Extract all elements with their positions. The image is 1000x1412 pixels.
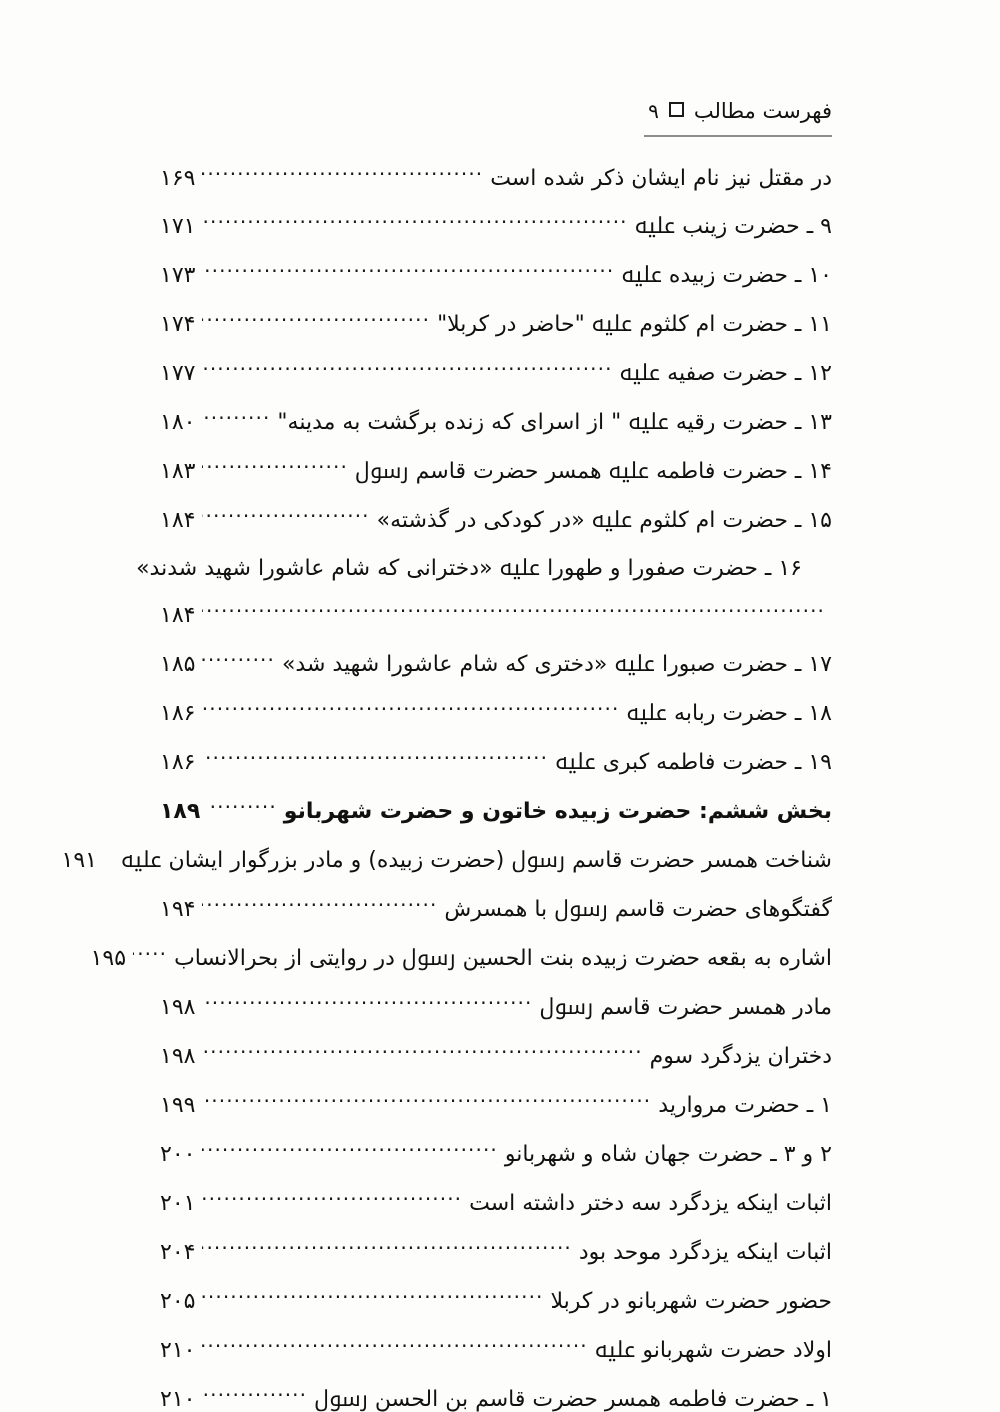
toc-entry-label: اثبات اینکه یزدگرد سه دختر داشته است	[469, 1190, 832, 1216]
toc-entry-label: اثبات اینکه یزدگرد موحد بود	[578, 1239, 832, 1265]
toc-entry[interactable]	[160, 358, 832, 388]
toc-dot-leader	[202, 1188, 462, 1210]
toc-dot-leader	[104, 845, 114, 867]
toc-entry[interactable]	[160, 698, 832, 728]
toc-entry[interactable]	[160, 407, 832, 437]
toc-entry[interactable]	[160, 163, 832, 193]
toc-entry[interactable]	[160, 894, 832, 924]
toc-entry[interactable]	[160, 796, 832, 826]
toc-entry-page-number: ۱۸۰	[160, 410, 196, 436]
toc-entry-page-number: ۱۹۹	[160, 1092, 196, 1118]
toc-entry-page-number: ۱۸۹	[160, 799, 201, 825]
toc-entry-label: ۱۷ ـ حضرت صبورا ﷷ «دختری که شام عاشورا شهید شد»	[281, 652, 832, 678]
toc-dot-leader	[202, 747, 548, 769]
toc-entry[interactable]	[160, 1090, 832, 1120]
toc-entry-label: اشاره به بقعه حضرت زبیده بنت الحسین ﷶ در روایتی از بحرالانساب	[174, 946, 832, 971]
toc-entry-page-number: ۲۰۵	[160, 1288, 196, 1314]
square-bullet-icon	[669, 102, 684, 117]
toc-dot-leader	[202, 1139, 497, 1161]
toc-entry-page-number: ۱۸۵	[160, 652, 196, 678]
toc-entry-label: ۹ ـ حضرت زینب ﷷ	[634, 214, 832, 240]
toc-dot-leader	[202, 358, 612, 380]
toc-entry-label: ۱۱ ـ حضرت ام کلثوم ﷷ "حاضر در کربلا"	[437, 312, 832, 338]
toc-entry-label: ۱۸ ـ حضرت ربابه ﷷ	[626, 701, 832, 727]
toc-entry-label: ۱ ـ حضرت فاطمه همسر حضرت قاسم بن الحسن ﷶ	[314, 1386, 832, 1412]
toc-entry-page-number: ۱۷۳	[160, 263, 196, 289]
toc-dot-leader	[202, 309, 430, 331]
toc-dot-leader	[202, 163, 483, 185]
toc-entry-label: ۱۹ ـ حضرت فاطمه کبری ﷷ	[555, 750, 832, 776]
toc-dot-leader	[202, 894, 437, 916]
toc-entry-page-number: ۲۰۰	[160, 1141, 196, 1167]
toc-dot-leader	[202, 260, 614, 282]
page-content	[61, 96, 832, 1412]
toc-entry-page-number: ۱۷۱	[160, 214, 196, 240]
toc-entry-page-number: ۱۷۴	[160, 312, 196, 338]
toc-entry-page-number: ۱۸۶	[160, 701, 196, 727]
toc-entry-label: اولاد حضرت شهربانو ﷷ	[594, 1337, 832, 1363]
toc-entry[interactable]	[160, 1286, 832, 1316]
toc-dot-leader	[202, 211, 627, 233]
toc-entry-label: ۱ ـ حضرت مروارید	[658, 1092, 832, 1118]
toc-entry[interactable]	[160, 1139, 832, 1169]
toc-dot-leader	[202, 1090, 651, 1112]
toc-entry-label: مادر همسر حضرت قاسم ﷶ	[539, 994, 832, 1020]
toc-entry[interactable]	[160, 456, 832, 486]
toc-entry-page-number: ۱۶۹	[160, 165, 196, 191]
toc-entry[interactable]	[61, 845, 832, 875]
table-of-contents	[61, 163, 832, 1412]
toc-entry-page-number: ۱۹۴	[160, 897, 196, 923]
toc-entry-page-number: ۱۸۴	[160, 603, 196, 629]
toc-dot-leader	[202, 698, 619, 720]
toc-entry-label: حضور حضرت شهربانو در کربلا	[550, 1288, 832, 1314]
toc-entry[interactable]	[160, 1188, 832, 1218]
toc-entry-page-number: ۱۸۳	[160, 459, 196, 485]
toc-entry-page-number: ۲۰۴	[160, 1239, 196, 1265]
toc-entry-label: ۱۰ ـ حضرت زبیده ﷷ	[621, 263, 832, 289]
toc-entry-label: ۲ و ۳ ـ حضرت جهان شاه و شهربانو	[504, 1141, 832, 1167]
toc-dot-leader	[133, 943, 167, 965]
toc-entry[interactable]	[160, 1335, 832, 1365]
toc-entry-label: ۱۲ ـ حضرت صفیه ﷷ	[619, 361, 832, 387]
toc-entry[interactable]	[160, 747, 832, 777]
toc-entry-page-number: ۱۹۸	[160, 1043, 196, 1069]
toc-entry-page-number: ۱۹۱	[61, 848, 97, 874]
toc-entry-label: گفتگوهای حضرت قاسم ﷶ با همسرش	[444, 897, 832, 923]
toc-entry[interactable]	[160, 260, 832, 290]
toc-entry-page-number: ۱۹۸	[160, 994, 196, 1020]
toc-dot-leader	[202, 456, 347, 478]
toc-dot-leader	[202, 1041, 642, 1063]
toc-entry[interactable]	[90, 943, 832, 973]
toc-entry-label: بخش ششم: حضرت زبیده خاتون و حضرت شهربانو	[283, 799, 832, 825]
toc-entry[interactable]	[160, 1237, 832, 1267]
toc-dot-leader	[207, 796, 277, 818]
toc-entry-page-number: ۱۷۷	[160, 361, 196, 387]
toc-entry[interactable]	[160, 649, 832, 679]
toc-dot-leader	[202, 1286, 543, 1308]
toc-entry-page-number: ۲۰۱	[160, 1190, 196, 1216]
header-divider-rule	[644, 135, 832, 137]
toc-entry-label: شناخت همسر حضرت قاسم ﷶ (حضرت زبیده) و مادر بزرگوار ایشان ﷷ	[120, 848, 832, 874]
toc-entry[interactable]	[160, 505, 832, 535]
toc-entry[interactable]	[160, 1384, 832, 1412]
toc-entry[interactable]	[160, 309, 832, 339]
toc-entry-page-number: ۱۸۴	[160, 508, 196, 534]
toc-dot-leader	[202, 992, 532, 1014]
toc-entry[interactable]	[160, 1041, 832, 1071]
toc-entry-page-number: ۲۱۰	[160, 1337, 196, 1363]
toc-dot-leader	[202, 1384, 307, 1406]
running-header	[160, 96, 832, 132]
toc-entry-continuation[interactable]	[160, 600, 832, 630]
toc-entry-label: در مقتل نیز نام ایشان ذکر شده است	[490, 165, 832, 191]
toc-dot-leader	[202, 600, 825, 622]
toc-dot-leader	[202, 649, 275, 671]
toc-entry[interactable]	[160, 211, 832, 241]
toc-dot-leader	[202, 505, 369, 527]
page-folio-number: ۹	[648, 99, 659, 123]
toc-dot-leader	[202, 1237, 571, 1259]
toc-entry-label: ۱۵ ـ حضرت ام کلثوم ﷷ «در کودکی در گذشته»	[376, 508, 832, 534]
toc-entry-label: ۱۳ ـ حضرت رقیه ﷷ " از اسرای که زنده برگشت به مدینه"	[277, 410, 832, 436]
toc-entry[interactable]	[130, 554, 832, 583]
toc-entry-label: دختران یزدگرد سوم	[649, 1043, 832, 1069]
toc-entry-label: ۱۴ ـ حضرت فاطمه ﷷ همسر حضرت قاسم ﷶ	[354, 459, 832, 485]
toc-entry-label: ۱۶ ـ حضرت صفورا و طهورا ﷷ «دخترانی که شام عاشورا شهید شدند»	[136, 556, 802, 582]
running-header-title: فهرست مطالب	[693, 99, 832, 123]
toc-entry[interactable]	[160, 992, 832, 1022]
toc-entry-page-number: ۱۹۵	[90, 946, 127, 971]
toc-dot-leader	[202, 407, 270, 429]
toc-entry-page-number: ۲۱۰	[160, 1386, 196, 1412]
toc-entry-page-number: ۱۸۶	[160, 750, 196, 776]
toc-dot-leader	[202, 1335, 587, 1357]
